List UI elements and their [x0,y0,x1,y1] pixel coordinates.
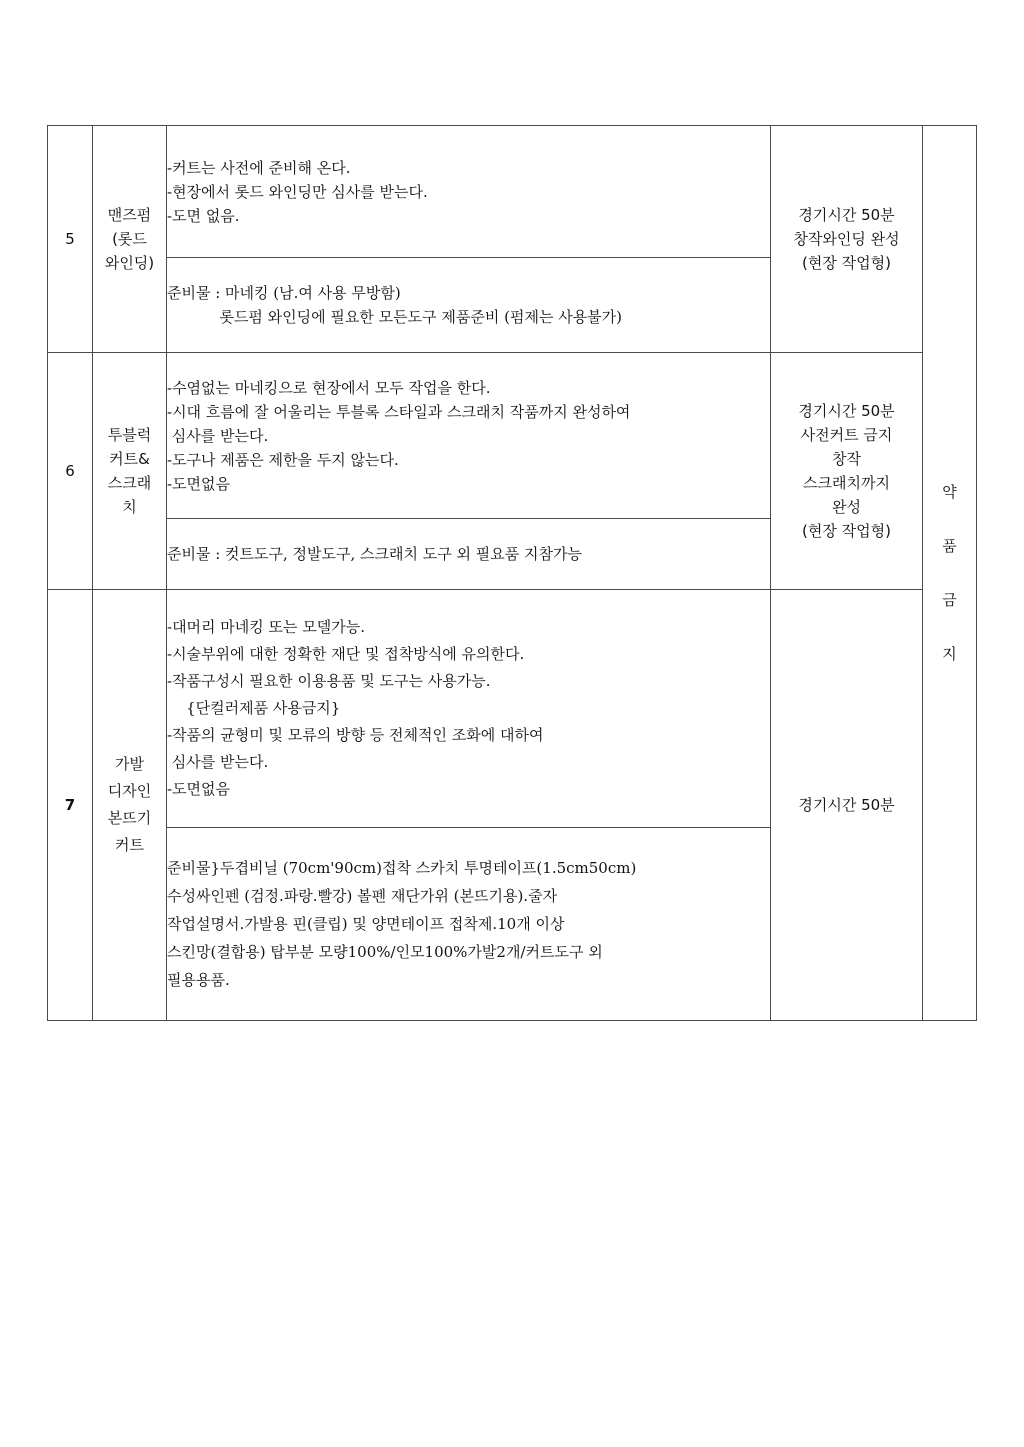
note-char: 금 [942,591,957,609]
event-materials [167,519,771,590]
time-line: (현장 작업형) [802,254,891,272]
event-name-line: 커트& [109,450,150,468]
detail-line: -시대 흐름에 잘 어울리는 투블록 스타일과 스크래치 작품까지 완성하여 [167,402,631,421]
detail-line: 심사를 받는다. [167,753,269,771]
event-name-line: 맨즈펌 [107,206,152,224]
table-row-5 [48,126,977,258]
event-name-line: 커트 [115,836,144,854]
event-name-line: 디자인 [107,782,152,800]
detail-line: -현장에서 롯드 와인딩만 심사를 받는다. [167,182,428,201]
event-time [771,590,923,1021]
detail-line: -도면 없음. [167,206,240,225]
event-details [167,590,771,828]
material-line: 필용용품. [167,971,230,989]
event-time [771,353,923,590]
time-line: 경기시간 50분 [798,206,895,224]
detail-line: -수염없는 마네킹으로 현장에서 모두 작업을 한다. [167,378,491,397]
event-time [771,126,923,353]
time-line: 창작 [832,450,861,468]
material-line: 작업설명서.가발용 핀(클립) 및 양면테이프 접착제.10개 이상 [167,915,565,933]
material-line: 수성싸인펜 (검정.파랑.빨강) 볼펜 재단가위 (본뜨기용).줄자 [167,887,558,905]
detail-line: -도면없음 [167,780,231,798]
detail-line: -도구나 제품은 제한을 두지 않는다. [167,450,399,469]
competition-rules-table [47,125,977,1021]
event-name [93,126,167,353]
event-name-line: 치 [122,498,137,516]
chemical-prohibited-note [923,126,977,1021]
time-line: (현장 작업형) [802,522,891,540]
detail-line: -커트는 사전에 준비해 온다. [167,158,351,177]
event-name-line: 와인딩) [104,254,155,272]
event-name [93,353,167,590]
detail-line: {단컬러제품 사용금지} [167,699,341,717]
detail-line: -작품의 균형미 및 모류의 방향 등 전체적인 조화에 대하여 [167,726,544,744]
event-details [167,353,771,519]
event-number: 7 [48,590,93,1021]
event-name-line: (롯드 [112,230,147,248]
event-materials [167,828,771,1021]
event-materials [167,258,771,353]
material-line: 스킨망(결합용) 탑부분 모량100%/인모100%가발2개/커트도구 외 [167,943,603,961]
event-name [93,590,167,1021]
detail-line: -시술부위에 대한 정확한 재단 및 접착방식에 유의한다. [167,645,525,663]
material-line: 롯드펌 와인딩에 필요한 모든도구 제품준비 (펌제는 사용불가) [167,308,623,326]
table-row-7 [48,590,977,828]
event-name-line: 스크래 [107,474,152,492]
note-char: 약 [942,483,957,501]
material-line: 준비물 : 마네킹 (남.여 사용 무방함) [167,284,401,302]
time-line: 스크래치까지 [803,474,890,492]
note-char: 지 [942,645,957,663]
event-details [167,126,771,258]
event-number: 5 [48,126,93,353]
detail-line: -대머리 마네킹 또는 모델가능. [167,618,366,636]
time-line: 창작와인딩 완성 [793,230,900,248]
event-name-line: 본뜨기 [107,809,152,827]
time-line: 완성 [832,498,861,516]
detail-line: 심사를 받는다. [167,426,269,445]
note-char: 품 [942,537,957,555]
material-line: 준비물 : 컷트도구, 정발도구, 스크래치 도구 외 필요품 지참가능 [167,545,582,563]
time-line: 경기시간 50분 [798,795,895,814]
event-number: 6 [48,353,93,590]
table-row-6 [48,353,977,519]
time-line: 경기시간 50분 [798,402,895,420]
event-name-line: 가발 [115,755,144,773]
detail-line: -작품구성시 필요한 이용용품 및 도구는 사용가능. [167,672,491,690]
material-line: 준비물}두겹비닐 (70cm'90cm)접착 스카치 투명테이프(1.5cm50cm) [167,859,637,877]
event-name-line: 투블럭 [107,426,152,444]
detail-line: -도면없음 [167,474,231,493]
time-line: 사전커트 금지 [800,426,893,444]
